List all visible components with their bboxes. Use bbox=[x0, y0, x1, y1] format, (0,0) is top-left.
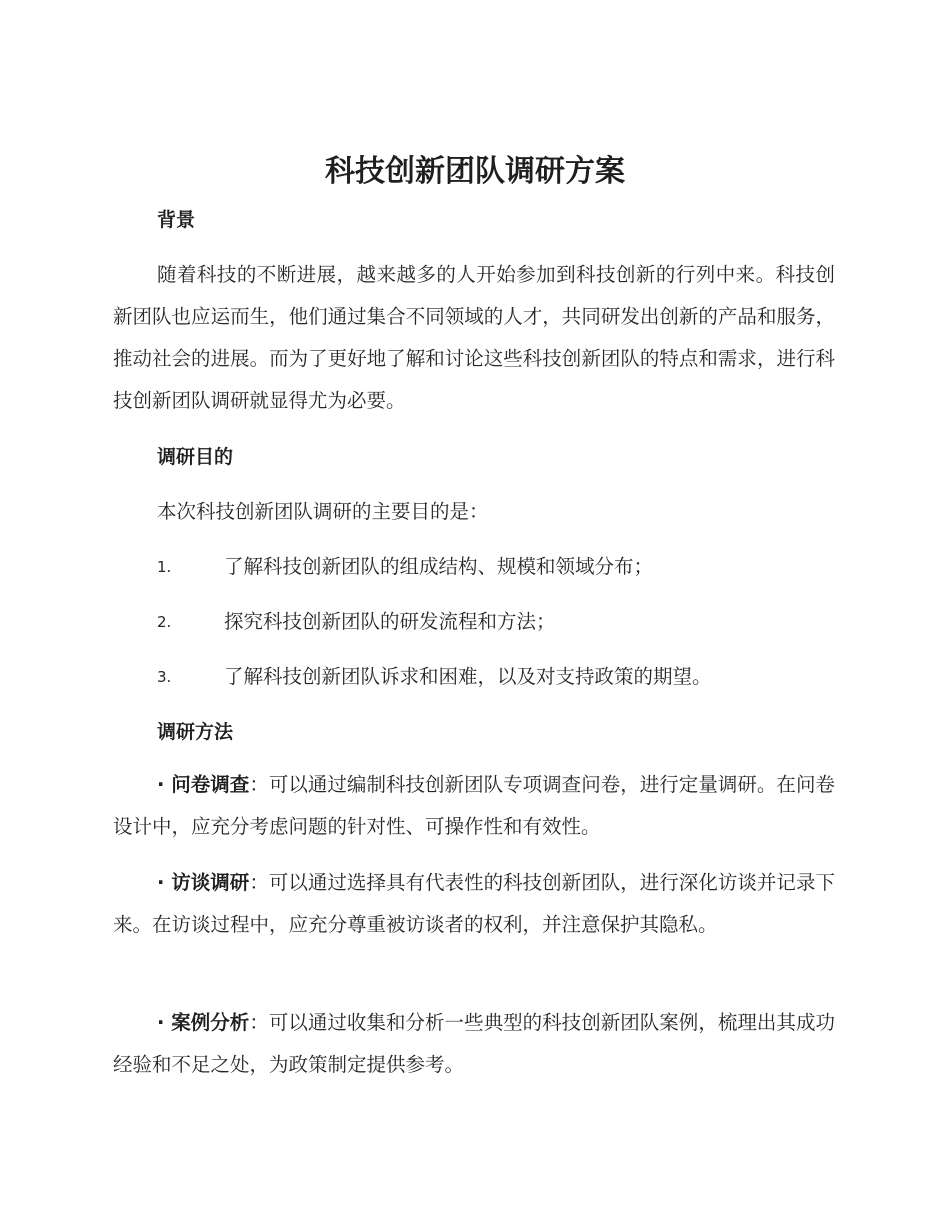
list-item-number: 2. bbox=[157, 613, 172, 631]
method-bullet: · bbox=[157, 773, 172, 796]
method-item-questionnaire bbox=[113, 764, 835, 848]
method-term: 案例分析 bbox=[171, 1011, 250, 1034]
method-item-interview bbox=[113, 862, 835, 946]
list-item-number: 3. bbox=[157, 668, 172, 686]
section-heading-methods: 调研方法 bbox=[157, 721, 234, 743]
method-bullet: · bbox=[157, 1011, 172, 1034]
purpose-intro: 本次科技创新团队调研的主要目的是： bbox=[157, 500, 489, 523]
section-heading-background: 背景 bbox=[157, 209, 196, 231]
method-term: 访谈调研 bbox=[171, 871, 250, 894]
list-item bbox=[157, 608, 837, 636]
list-item-text: 探究科技创新团队的研发流程和方法； bbox=[224, 610, 556, 633]
list-item-text: 了解科技创新团队的组成结构、规模和领域分布； bbox=[224, 555, 654, 578]
method-item-case-analysis bbox=[113, 1002, 835, 1086]
method-description: 可以通过收集和分析一些典型的科技创新团队案例，梳理出其成功经验和不足之处，为政策制定提供参考。 bbox=[113, 1011, 835, 1076]
method-description: 可以通过选择具有代表性的科技创新团队，进行深化访谈并记录下来。在访谈过程中，应充分尊重被访谈者的权利，并注意保护其隐私。 bbox=[113, 871, 835, 936]
method-bullet: · bbox=[157, 871, 172, 894]
method-separator: ： bbox=[249, 1011, 269, 1034]
document-title: 科技创新团队调研方案 bbox=[325, 154, 625, 189]
method-separator: ： bbox=[249, 773, 269, 796]
list-item-text: 了解科技创新团队诉求和困难，以及对支持政策的期望。 bbox=[224, 665, 712, 688]
method-separator: ： bbox=[249, 871, 269, 894]
method-term: 问卷调查 bbox=[171, 773, 250, 796]
section-heading-purpose: 调研目的 bbox=[157, 446, 234, 468]
list-item bbox=[157, 553, 837, 581]
method-description: 可以通过编制科技创新团队专项调查问卷，进行定量调研。在问卷设计中，应充分考虑问题的针对性、可操作性和有效性。 bbox=[113, 773, 835, 838]
background-paragraph: 随着科技的不断进展，越来越多的人开始参加到科技创新的行列中来。科技创新团队也应运而生，他们通过集合不同领域的人才，共同研发出创新的产品和服务，推动社会的进展。而为了更好地了解和讨论这些科技创新团队的特点和需求，进行科技创新团队调研就显得尤为必要。 bbox=[113, 263, 835, 412]
list-item bbox=[157, 663, 837, 691]
list-item-number: 1. bbox=[157, 558, 172, 576]
